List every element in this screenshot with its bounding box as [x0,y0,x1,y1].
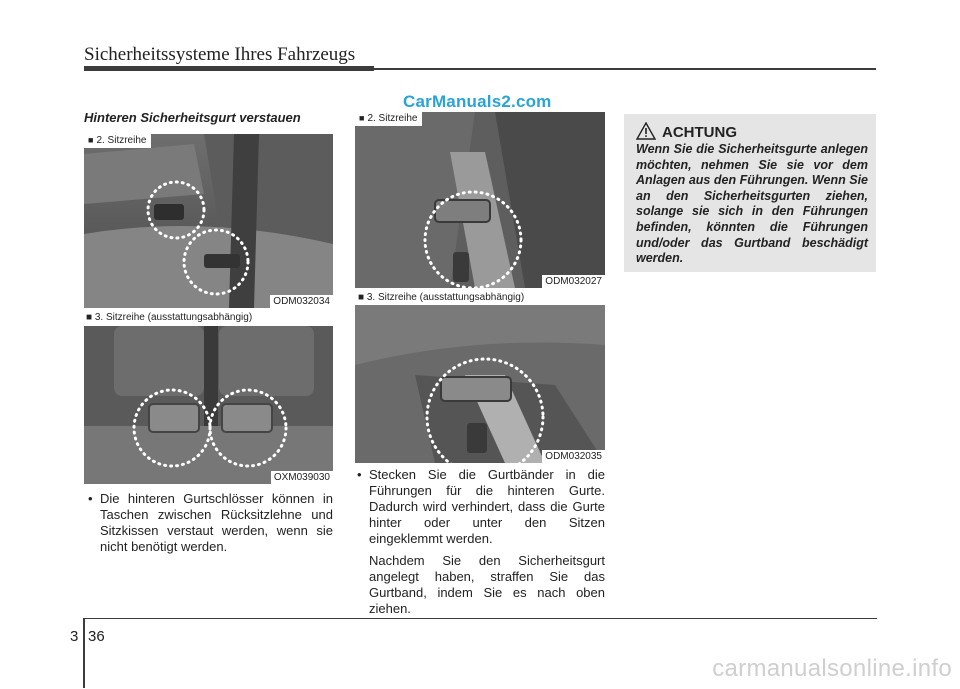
watermark-carmanuals2[interactable]: CarManuals2.com [403,92,552,111]
bullet-text-middle-para2: Nachdem Sie den Sicherheitsgurt angelegt haben, straffen Sie das Gurtband, indem Sie es nach oben ziehen. [369,553,605,616]
figure-3rd-row-left [84,326,333,484]
figure-2nd-row-left [84,134,333,308]
photo-belt-guide-2nd-row [355,112,605,288]
photo-belt-guide-3rd-row [355,305,605,463]
figure-code: ODM032035 [542,450,605,463]
figure-label: ■ 3. Sitzreihe (ausstattungsabhängig) [86,312,253,323]
figure-3rd-row-middle [355,305,605,463]
bullet-text-middle: Stecken Sie die Gurtbänder in die Führungen für die hinteren Gurte. Dadurch wird verhindert, dass die Gurte hinter oder unter den Sitzen eingeklemmt werden. [369,467,605,546]
figure-code: ODM032034 [270,295,333,308]
header-rule-thin [374,68,876,70]
warning-title: ACHTUNG [662,124,737,141]
footer-vertical-rule [83,618,85,688]
warning-triangle-icon [636,122,656,140]
footer-rule [83,618,877,619]
bullet-item [88,491,333,555]
figure-label: ■ 2. Sitzreihe [84,134,151,148]
figure-label: ■ 2. Sitzreihe [355,112,422,126]
header-rule-thick [84,66,374,71]
warning-text: Wenn Sie die Sicherheitsgurte anlegen möchten, nehmen Sie sie vor dem Anlagen aus den Führungen. Wenn Sie an den Sicherheitsgurten ziehen, solange sie sich in den Führungen befinden, könnten die Führungen und/oder das Gurtband beschädigt werden. [636,142,868,266]
figure-label: ■ 3. Sitzreihe (ausstattungsabhängig) [358,292,525,303]
watermark-carmanualsonline[interactable]: carmanualsonline.info [712,655,952,682]
bullet-dot: • [88,491,93,506]
photo-third-row-buckles [84,326,333,484]
chapter-title: Sicherheitssysteme Ihres Fahrzeugs [84,44,356,65]
figure-2nd-row-middle [355,112,605,288]
figure-code: ODM032027 [542,275,605,288]
bullet-dot: • [357,467,362,482]
bullet-text-left: Die hinteren Gurtschlösser können in Taschen zwischen Rücksitzlehne und Sitzkissen verstaut werden, wenn sie nicht benötigt werden. [100,491,333,554]
warning-box [624,114,876,272]
page-number: 36 [88,628,105,645]
section-heading: Hinteren Sicherheitsgurt verstauen [84,110,301,125]
bullet-item [357,467,605,617]
chapter-number: 3 [70,628,79,645]
figure-code: OXM039030 [271,471,333,484]
photo-rear-seat-buckles [84,134,333,308]
